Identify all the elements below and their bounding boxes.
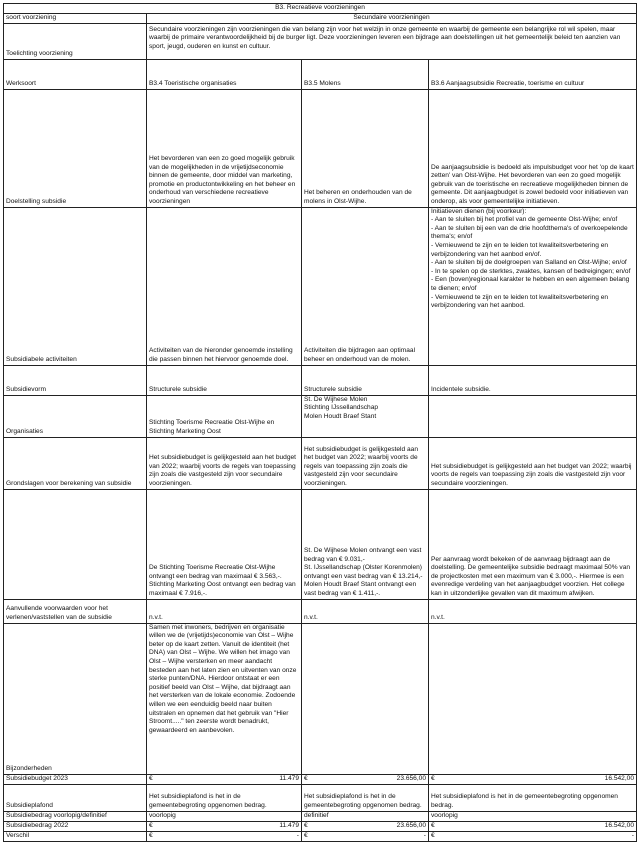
plafond-row <box>4 784 637 811</box>
aanvullende-row <box>4 599 637 623</box>
budget2022-label: Subsidiebedrag 2022 <box>4 821 147 831</box>
aanvullende-c2: n.v.t. <box>302 599 429 623</box>
plafond-label: Subsidieplafond <box>4 784 147 811</box>
berekening-c3: Per aanvraag wordt bekeken of de aanvraag bijdraagt aan de doelstelling. De gemeentelijke subsidie bedraagt maximaal 50% van de projectkosten met een maximum van € 3.000,-. Hiermee is een evenredige verdeling van het aanjaagbudget voorzien. Het college kan in uitzonderlijke gevallen van dit maximum afwijken. <box>429 489 637 599</box>
currency-symbol: € <box>431 832 435 839</box>
amount: 11.479 <box>279 775 299 782</box>
plafond-c3: Het subsidieplafond is het in de gemeentebegroting opgenomen bedrag. <box>429 784 637 811</box>
verschil-c3 <box>429 831 637 841</box>
amount: 23.656,00 <box>396 822 426 829</box>
grondslagen-row <box>4 437 637 489</box>
voorlopig-c3: voorlopig <box>429 811 637 821</box>
budget2022-c1 <box>147 821 302 831</box>
verschil-c2 <box>302 831 429 841</box>
header-left: soort voorziening <box>4 13 147 23</box>
aanvullende-c1: n.v.t. <box>147 599 302 623</box>
title-row <box>4 4 637 14</box>
organisaties-c3 <box>429 395 637 437</box>
activiteiten-line: - Een (boven)regionaal karakter te hebben en een algemeen belang te dienen; en/of <box>431 276 630 292</box>
table-title: B3. Recreatieve voorzieningen <box>4 4 637 14</box>
currency-symbol: € <box>304 775 308 782</box>
organisatie-name: St. De Wijhese Molen <box>304 395 368 403</box>
currency-symbol: € <box>304 832 308 839</box>
activiteiten-line: - Vernieuwend te zijn en te leiden tot kwaliteitsverbetering en verbijzondering van het aanbod en/of. <box>431 241 609 258</box>
berekening-c1: De Stichting Toerisme Recreatie Olst-Wijhe ontvangt een bedrag van maximaal € 3.563,-. Stichting Marketing Oost ontvangt een bedrag van maximaal € 7.916,-. <box>147 489 302 599</box>
currency-symbol: € <box>149 775 153 782</box>
verschil-row <box>4 831 637 841</box>
werksoort-c2: B3.5 Molens <box>302 59 429 89</box>
grondslagen-label: Grondslagen voor berekening van subsidie <box>4 437 147 489</box>
budget2022-c2 <box>302 821 429 831</box>
plafond-c2: Het subsidieplafond is het in de gemeentebegroting opgenomen bedrag. <box>302 784 429 811</box>
amount: 16.542,00 <box>604 822 634 829</box>
activiteiten-line: - In te spelen op de sterktes, zwaktes, kansen of bedreigingen; en/of <box>431 267 631 275</box>
amount: 16.542,00 <box>604 775 634 782</box>
amount: 11.479 <box>279 822 299 829</box>
activiteiten-line: - Aan te sluiten bij het profiel van de gemeente Olst-Wijhe; en/of <box>431 216 618 224</box>
plafond-c1: Het subsidieplafond is het in de gemeentebegroting opgenomen bedrag. <box>147 784 302 811</box>
budget2022-row <box>4 821 637 831</box>
header-right: Secundaire voorzieningen <box>147 13 637 23</box>
activiteiten-c2: Activiteiten die bijdragen aan optimaal beheer en onderhoud van de molen. <box>302 207 429 365</box>
currency-symbol: € <box>304 822 308 829</box>
berekening-row <box>4 489 637 599</box>
doelstelling-c1: Het bevorderen van een zo goed mogelijk gebruik van de mogelijkheden in de vrijetijdseconomie binnen de gemeente, door middel van marketing, promotie en productontwikkeling en het beheer en onderhoud van verschiedene recreatieve voorzieningen <box>147 89 302 207</box>
organisatie-name: Molen Houdt Braef Stant <box>304 412 377 420</box>
currency-symbol: € <box>149 822 153 829</box>
berekening-label <box>4 489 147 599</box>
activiteiten-label: Subsidiabele activiteiten <box>4 207 147 365</box>
budget2023-c2 <box>302 774 429 784</box>
subsidievorm-label: Subsidievorm <box>4 365 147 395</box>
currency-symbol: € <box>149 832 153 839</box>
voorlopig-c2: definitief <box>302 811 429 821</box>
bijzonderheden-c1: Samen met inwoners, bedrijven en organisatie willen we de (vrijetijds)economie van Olst – Wijhe beter op de kaart zetten. Vanuit de identiteit (het DNA) van Olst – Wijhe. We willen het imago van Olst – Wijhe versterken en meer aandacht besteden aan het laten zien en uitventen van onze sterke punten/DNA. Hierdoor ontstaat er een positief beeld van Olst – Wijhe, dat bijdraagt aan het versterken van de lokale economie. Zodoende willen we een eenduidig beeld naar buiten uitstralen en opnemen dat het gebruik van "Hier Stroomt....." ten zeerste wordt benadrukt, gewaardeerd en aanbevolen. <box>147 623 302 774</box>
amount: - <box>296 832 299 839</box>
activiteiten-line: Initiatieven dienen (bij voorkeur): <box>431 207 527 215</box>
grondslagen-c1: Het subsidiebudget is gelijkgesteld aan het budget van 2022; waarbij voorts de regels van toepassing zijn zoals die vastgesteld zijn voor secundaire voorzieningen. <box>147 437 302 489</box>
toelichting-label: Toelichting voorziening <box>4 23 147 59</box>
budget2023-c3 <box>429 774 637 784</box>
doelstelling-row <box>4 89 637 207</box>
bijzonderheden-c2 <box>302 623 429 774</box>
voorlopig-label: Subsidiebedrag voorlopig/definitief <box>4 811 147 821</box>
activiteiten-line: - Aan te sluiten bij de doelgroepen van Salland en Olst-Wijhe; en/of <box>431 259 627 267</box>
activiteiten-row <box>4 207 637 365</box>
voorlopig-c1: voorlopig <box>147 811 302 821</box>
activiteiten-line: - Aan te sluiten bij een van de drie hoofdthema's of overkoepelende thema's; en/of <box>431 224 628 241</box>
toelichting-text: Secundaire voorzieningen zijn voorzieningen die van belang zijn voor het welzijn in onze gemeente en waarbij de gemeente een belangrijke rol wil spelen, maar waarbij de primaire verantwoordelijkheid bij de burger ligt. Deze voorzieningen leveren een bijdrage aan doelstellingen uit het gemeentelijk beleid ten aanzien van sport, jeugd, ouderen en kunst en cultuur. <box>147 23 637 59</box>
subsidievorm-c3: Incidentele subsidie. <box>429 365 637 395</box>
amount: - <box>631 832 634 839</box>
amount: 23.656,00 <box>396 775 426 782</box>
activiteiten-line: - Vernieuwend te zijn en te leiden tot kwaliteitsverbetering en verbijzondering van het aanbod. <box>431 293 609 310</box>
voorlopig-row <box>4 811 637 821</box>
verschil-c1 <box>147 831 302 841</box>
activiteiten-c3 <box>429 207 637 365</box>
budget2023-label: Subsidiebudget 2023 <box>4 774 147 784</box>
subsidievorm-row <box>4 365 637 395</box>
organisatie-name: Stichting IJssellandschap <box>304 404 379 412</box>
header-row <box>4 13 637 23</box>
budget2023-row <box>4 774 637 784</box>
amount: - <box>423 832 426 839</box>
grondslagen-c3: Het subsidiebudget is gelijkgesteld aan het budget van 2022; waarbij voorts de regels van toepassing zijn zoals die vastgesteld zijn voor secundaire voorzieningen. <box>429 437 637 489</box>
werksoort-label: Werksoort <box>4 59 147 89</box>
subsidievorm-c2: Structurele subsidie <box>302 365 429 395</box>
currency-symbol: € <box>431 775 435 782</box>
budget2023-c1 <box>147 774 302 784</box>
subsidy-table <box>3 3 637 842</box>
currency-symbol: € <box>431 822 435 829</box>
subsidievorm-c1: Structurele subsidie <box>147 365 302 395</box>
organisaties-c2 <box>302 395 429 437</box>
bijzonderheden-label: Bijzonderheden <box>4 623 147 774</box>
organisaties-label: Organisaties <box>4 395 147 437</box>
werksoort-row <box>4 59 637 89</box>
organisaties-c1: Stichting Toerisme Recreatie Olst-Wijhe en Stichting Marketing Oost <box>147 395 302 437</box>
bijzonderheden-row <box>4 623 637 774</box>
doelstelling-label: Doelstelling subsidie <box>4 89 147 207</box>
verschil-label: Verschil <box>4 831 147 841</box>
toelichting-row <box>4 23 637 59</box>
aanvullende-label: Aanvullende voorwaarden voor het verlenen/vaststellen van de subsidie <box>4 599 147 623</box>
bijzonderheden-c3 <box>429 623 637 774</box>
budget2022-c3 <box>429 821 637 831</box>
aanvullende-c3: n.v.t. <box>429 599 637 623</box>
organisaties-row <box>4 395 637 437</box>
doelstelling-c2: Het beheren en onderhouden van de molens in Olst-Wijhe. <box>302 89 429 207</box>
werksoort-c1: B3.4 Toeristische organisaties <box>147 59 302 89</box>
grondslagen-c2: Het subsidiebudget is gelijkgesteld aan het budget van 2022; waarbij voorts de regels van toepassing zijn zoals die vastgesteld zijn voor secundaire voorzieningen. <box>302 437 429 489</box>
doelstelling-c3: De aanjaagsubsidie is bedoeld als impulsbudget voor het 'op de kaart zetten' van Olst-Wijhe. Het bevorderen van een zo goed mogelijk gebruik van de toeristische en recreatieve mogelijkheden binnen de gemeente. Dit aanjaagbudget is zowel bedoeld voor initiatieven van onderop, als voor gemeentelijke initiatieven. <box>429 89 637 207</box>
activiteiten-c1: Activiteiten van de hieronder genoemde instelling die passen binnen het hiervoor genoemde doel. <box>147 207 302 365</box>
werksoort-c3: B3.6 Aanjaagsubsidie Recreatie, toerisme en cultuur <box>429 59 637 89</box>
berekening-c2: St. De Wijhese Molen ontvangt een vast bedrag van € 9.031,- St. IJssellandschap (Olster Korenmolen) ontvangt een vast bedrag van € 13.214,- Molen Houdt Braef Stant ontvangt een vast bedrag van € 1.411,-. <box>302 489 429 599</box>
